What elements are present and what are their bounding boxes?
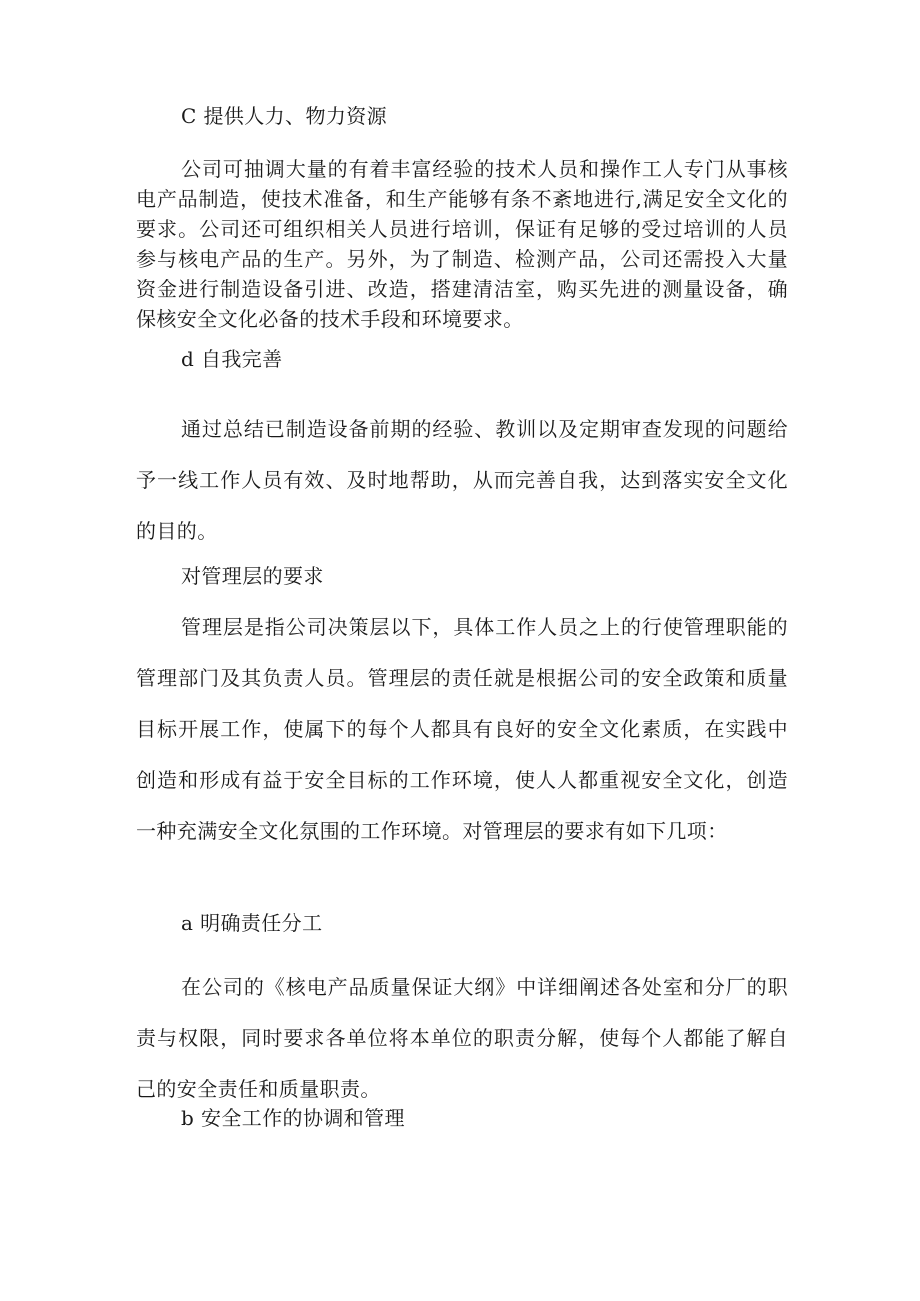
section-heading-management: 对管理层的要求 bbox=[181, 564, 324, 588]
section-heading-a: a 明确责任分工 bbox=[181, 911, 323, 935]
paragraph-responsibility: 在公司的《核电产品质量保证大纲》中详细阐述各处室和分厂的职责与权限，同时要求各单位将本单位的职责分解，使每个人都能了解自己的安全责任和质量职责。 bbox=[136, 975, 788, 1101]
section-heading-b: b 安全工作的协调和管理 bbox=[181, 1106, 405, 1130]
paragraph-resources: 公司可抽调大量的有着丰富经验的技术人员和操作工人专门从事核电产品制造，使技术准备，和生产能够有条不紊地进行,满足安全文化的要求。公司还可组织相关人员进行培训，保证有足够的受过培训的人员参与核电产品的生产。另外，为了制造、检测产品，公司还需投入大量资金进行制造设备引进、改造，搭建清洁室，购买先进的测量设备，确保核安全文化必备的技术手段和环境要求。 bbox=[136, 157, 788, 331]
section-heading-c: C 提供人力、物力资源 bbox=[181, 104, 388, 128]
paragraph-management: 管理层是指公司决策层以下，具体工作人员之上的行使管理职能的管理部门及其负责人员。管理层的责任就是根据公司的安全政策和质量目标开展工作，使属下的每个人都具有良好的安全文化素质，在实践中创造和形成有益于安全目标的工作环境，使人人都重视安全文化，创造一种充满安全文化氛围的工作环境。对管理层的要求有如下几项： bbox=[136, 615, 788, 843]
section-heading-d: d 自我完善 bbox=[181, 347, 283, 371]
paragraph-self-improvement: 通过总结已制造设备前期的经验、教训以及定期审查发现的问题给予一线工作人员有效、及时地帮助，从而完善自我，达到落实安全文化的目的。 bbox=[136, 417, 788, 543]
